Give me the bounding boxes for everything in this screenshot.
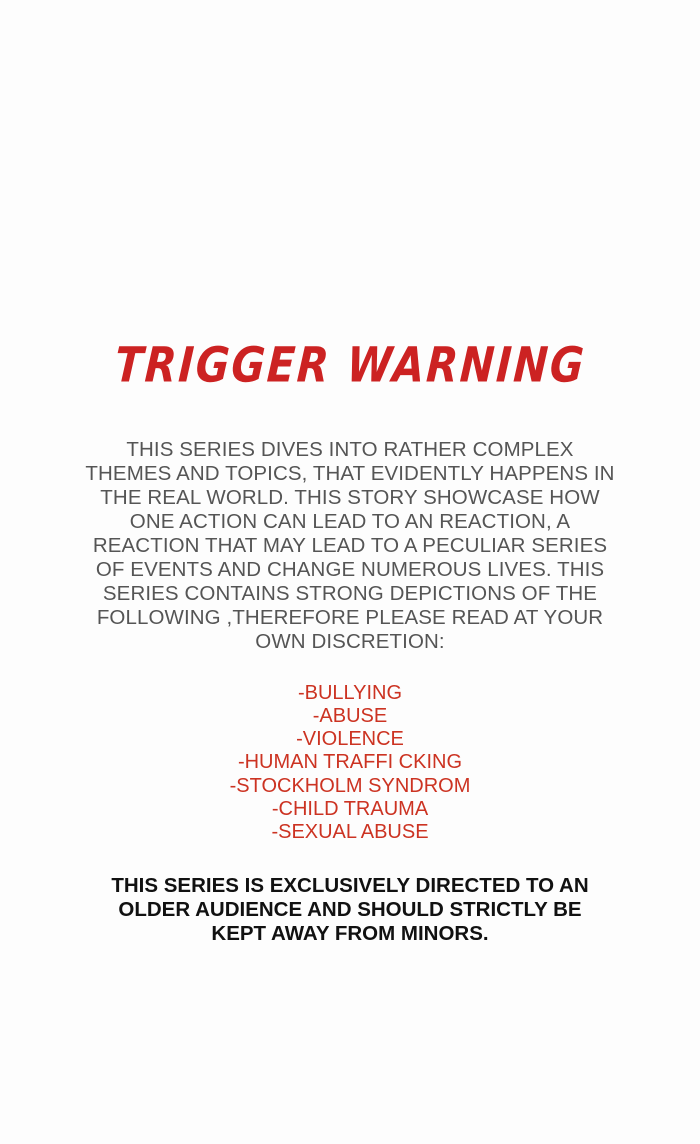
warning-list [70,682,630,844]
list-item: -HUMAN TRAFFI CKING [237,751,463,774]
list-item: -BULLYING [297,681,403,704]
intro-paragraph [85,438,615,654]
list-item: -CHILD TRAUMA [271,797,429,820]
list-item: -STOCKHOLM SYNDROM [229,774,471,797]
list-item: -VIOLENCE [296,728,404,751]
list-item: -ABUSE [312,705,388,728]
intro-text: THIS SERIES DIVES INTO RATHER COMPLEX THEMES AND TOPICS, THAT EVIDENTLY HAPPENS IN THE REAL WORLD. THIS STORY SHOWCASE HOW ONE ACTION CAN LEAD TO AN REACTION, A REACTION THAT MAY LEAD TO A PECULIAR SERIES OF EVENTS AND CHANGE NUMEROUS LIVES. THIS SERIES CONTAINS STRONG DEPICTIONS OF THE FOLLOWING ,THEREFORE PLEASE READ AT YOUR OWN DISCRETION: [85,438,615,653]
list-item: -SEXUAL ABUSE [271,820,429,843]
footer-text: THIS SERIES IS EXCLUSIVELY DIRECTED TO AN OLDER AUDIENCE AND SHOULD STRICTLY BE KEPT AWAY FROM MINORS. [111,874,589,946]
footer-notice [90,874,610,946]
page-title: TRIGGER WARNING [113,336,587,394]
